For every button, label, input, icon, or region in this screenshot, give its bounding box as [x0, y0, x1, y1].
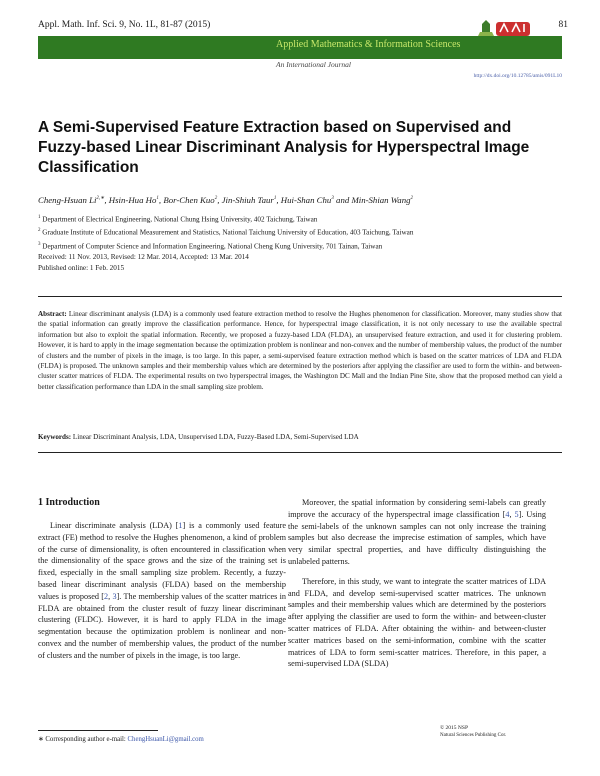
copyright-notice: © 2015 NSP: [440, 725, 469, 731]
footnote: [38, 735, 204, 743]
author-affil-marker: 2,∗: [96, 196, 105, 202]
author-name: Hui-Shan Chu: [280, 195, 332, 205]
keywords: [38, 433, 562, 441]
author-affil-marker: 3: [331, 196, 334, 202]
footnote-label: ∗ Corresponding author e-mail:: [38, 736, 126, 743]
divider: [38, 452, 562, 453]
paragraph: Moreover, the spatial information by considering semi-labels can greatly improve the accuracy of the hyperspectral image classification [4, 5]. Using the semi-labels of the unknown samples can not only increase the training samples but also decrease the imprecise estimation of samples, which have very similar spectral properties, and have difficulty distinguishing the unlabeled patterns.: [288, 498, 546, 566]
affiliation-item: $^2$ Graduate Institute of Educational Measurement and Statistics, National Taichung University of Education, 403 Taichung, Taiwan: [38, 228, 414, 237]
affiliation-list: [38, 212, 562, 252]
abstract-text: Linear discriminant analysis (LDA) is a commonly used feature extraction method to resolve the Hughes phenomenon for classification. Moreover, many studies show that the spatial information can greatly improve the classification performance. Hence, for hyperspectral image classification, it is not only necessary to use the available spectral information but also to exploit the spatial information. Recently, we proposed a fuzzy-based LDA (FLDA), an unsupervised feature extraction, and used it for clustering problem. However, it is hard to apply in the image segmentation because the optimization problem is nonlinear and non-convex and the number of membership values, the product of the number of clusters and the number of pixels in the image, is too large. In this paper, a semi-supervised feature extraction method which is based on the scatter matrices of LDA and FLDA (FLDA) is proposed. The unknown samples and their membership values which are determined by the posteriors after applying the classifier are used to form the within- and between-cluster scatter matrices of FLDA. The experimental results on two hyperspectral images, the Washington DC Mall and the Indian Pine Site, show that the proposed method can yield a better classification performance than LDA in the small sampling size problem.: [38, 310, 562, 391]
divider: [38, 296, 562, 297]
journal-citation: Appl. Math. Inf. Sci. 9, No. 1L, 81-87 (2015): [38, 20, 211, 30]
corresponding-email-link[interactable]: ChengHsuanLi@gmail.com: [127, 736, 204, 743]
page-number: 81: [558, 20, 568, 30]
citation-link[interactable]: 1: [178, 521, 183, 530]
publication-dates: [38, 252, 562, 274]
author-affil-marker: 1: [156, 196, 159, 202]
left-column: [38, 520, 286, 662]
author-affil-marker: 2: [410, 196, 413, 202]
abstract: [38, 309, 562, 392]
journal-name: Applied Mathematics & Information Sciences: [276, 39, 461, 50]
section-heading: 1 Introduction: [38, 497, 100, 508]
published-date: Published online: 1 Feb. 2015: [38, 264, 125, 272]
author-name: Hsin-Hua Ho: [108, 195, 157, 205]
author-name: Jin-Shiuh Taur: [221, 195, 274, 205]
keywords-text: Linear Discriminant Analysis, LDA, Unsupervised LDA, Fuzzy-Based LDA, Semi-Supervised LDA: [72, 433, 359, 441]
author-name: Bor-Chen Kuo: [163, 195, 215, 205]
author-affil-marker: 1: [273, 196, 277, 202]
publisher-name: Natural Sciences Publishing Cor.: [440, 733, 507, 738]
paragraph: Therefore, in this study, we want to integrate the scatter matrices of LDA and FLDA, and develop semi-supervised scatter matrices. The unknown samples and their membership values which are determined by the posteriors after applying the classifier are used to form the within- and between-cluster scatter matrices of FLDA. After obtaining the within- and between-cluster scatter matrices based on the semi-information, combine with the scatter matrices of LDA to form semi-scatter matrices. Therefore, in this paper, a semi-supervised LDA (SLDA): [288, 576, 546, 669]
citation-link[interactable]: 2: [104, 591, 109, 601]
journal-subtitle: An International Journal: [276, 60, 351, 69]
received-dates: Received: 11 Nov. 2013, Revised: 12 Mar. 2014, Accepted: 13 Mar. 2014: [38, 253, 249, 261]
right-column: [288, 497, 546, 678]
doi-link[interactable]: http://dx.doi.org/10.12785/amis/091L10: [473, 73, 562, 79]
affiliation-item: $^1$ Department of Electrical Engineering, National Chung Hsing University, 402 Taichung, Taiwan: [38, 215, 318, 224]
author-name: Min-Shian Wang: [351, 195, 411, 205]
citation-link[interactable]: 3: [112, 591, 117, 601]
citation-link[interactable]: 4: [505, 509, 510, 519]
footnote-rule: [38, 730, 158, 731]
keywords-label: Keywords:: [38, 433, 72, 441]
citation-link[interactable]: 5: [514, 509, 519, 519]
journal-banner: [38, 36, 562, 59]
author-name: Cheng-Hsuan Li: [38, 195, 97, 205]
abstract-label: Abstract:: [38, 310, 67, 318]
author-list: Cheng-Hsuan $Li^{2,∗}$, Hsin-Hua Ho$^1$, Bor-Chen Kuo$^2$, Jin-Shiuh Taur$^1$, Hui-Shan Chu$^3$ and Min-Shian Wang$^2$: [38, 195, 413, 205]
author-affil-marker: 2: [214, 196, 218, 202]
paper-title: A Semi-Supervised Feature Extraction based on Supervised and Fuzzy-based Linear Discriminant Analysis for Hyperspectral Image Classification: [38, 119, 530, 176]
paragraph: Linear discriminate analysis (LDA) [1] is a commonly used feature extract (FE) method to resolve the Hughes phenomenon, a kind of problem of the curse of dimensionality, is often encountered in classification when the dimensionality of the space grows and the size of the training set is fixed, especially in the small sampling size problem. Recently, a fuzzy-based linear discriminant analysis (FLDA) based on the membership values is proposed [2, 3]. The membership values of the scatter matrices in FLDA are obtained from the cluster result of fuzzy linear discriminant clustering (FLDC). However, it is hard to apply FLDA in the image segmentation because the optimization problem is nonlinear and non-convex and the number of membership values, the product of the number of clusters and the number of pixels in the image, is too large.: [38, 521, 287, 660]
affiliation-item: $^3$ Department of Computer Science and Information Engineering, National Cheng Kung University, 701 Tainan, Taiwan: [38, 241, 383, 251]
